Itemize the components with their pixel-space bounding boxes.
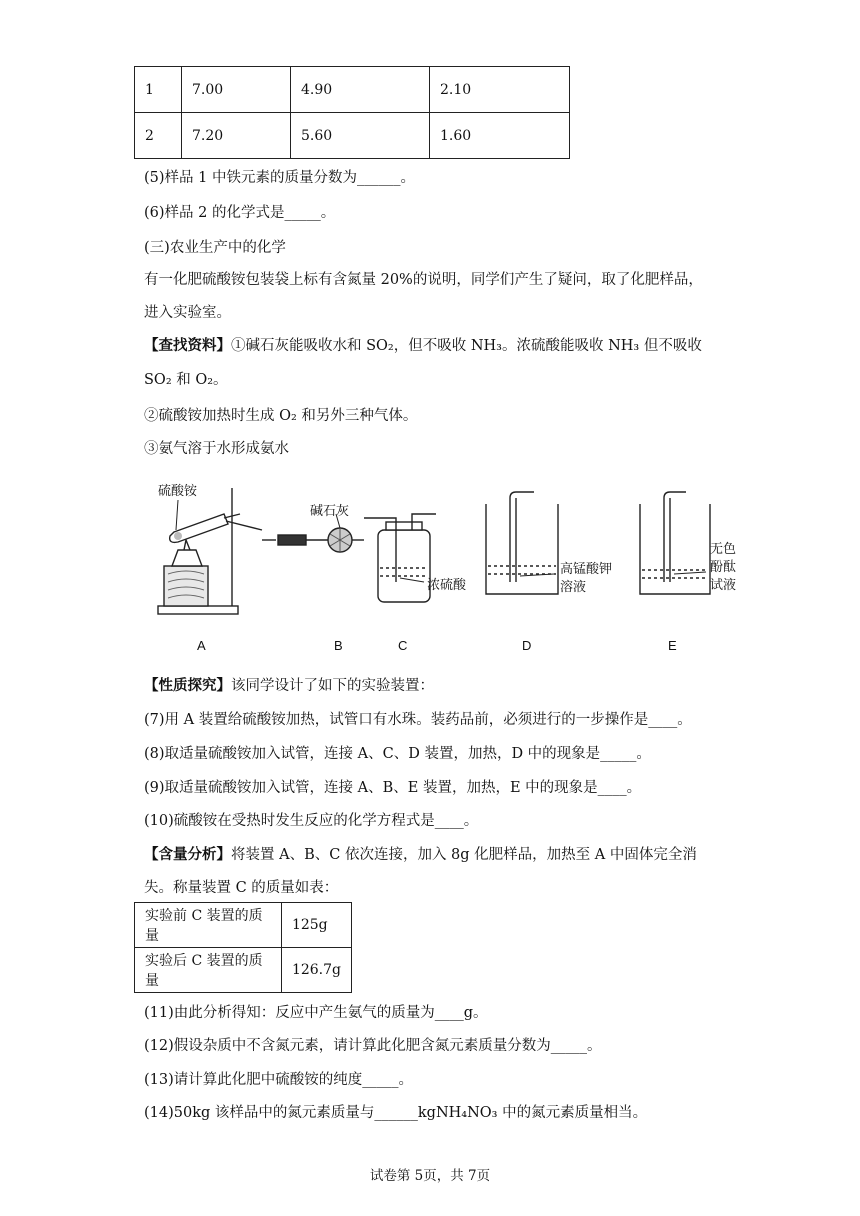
analysis-text: 将装置 A、B、C 依次连接，加入 8g 化肥样品，加热至 A 中固体完全消 <box>231 847 697 863</box>
caption-c: C <box>398 638 408 653</box>
question-9: (9)取适量硫酸铵加入试管，连接 A、B、E 装置，加热，E 中的现象是____。 <box>144 780 642 796</box>
reference-line-1 <box>144 334 702 355</box>
label-ammonium-sulfate: 硫酸铵 <box>158 484 198 499</box>
data-table-top <box>134 66 570 159</box>
reference-heading: 【查找资料】 <box>144 337 231 354</box>
question-6: (6)样品 2 的化学式是_____。 <box>144 205 336 221</box>
question-5: (5)样品 1 中铁元素的质量分数为______。 <box>144 170 415 186</box>
label-soda-lime: 碱石灰 <box>310 504 350 519</box>
label-phenolphthalein-1: 无色 <box>710 542 737 557</box>
label-conc-sulfuric-acid: 浓硫酸 <box>427 578 467 593</box>
label-phenolphthalein-3: 试液 <box>710 578 737 593</box>
reference-text-1: ①碱石灰能吸收水和 SO₂，但不吸收 NH₃。浓硫酸能吸收 NH₃ 但不吸收 <box>231 338 702 354</box>
caption-a: A <box>197 638 206 653</box>
table-cell: 1.60 <box>430 113 570 159</box>
analysis-line-2: 失。称量装置 C 的质量如表： <box>144 880 339 896</box>
table-cell: 7.20 <box>182 113 291 159</box>
mass-table <box>134 902 352 993</box>
apparatus-figure <box>150 478 750 658</box>
table-cell: 实验后 C 装置的质量 <box>135 948 282 993</box>
table-cell: 实验前 C 装置的质量 <box>135 903 282 948</box>
table-cell: 126.7g <box>281 948 351 993</box>
label-kmno4: 高锰酸钾 <box>560 562 613 577</box>
caption-e: E <box>668 638 677 653</box>
explore-heading: 【性质探究】 <box>144 677 231 694</box>
question-14: (14)50kg 该样品中的氮元素质量与______kgNH₄NO₃ 中的氮元素质量相当。 <box>144 1105 648 1121</box>
table-cell: 1 <box>135 67 182 113</box>
burner-block <box>164 566 208 606</box>
alcohol-lamp <box>172 550 202 566</box>
question-11: (11)由此分析得知：反应中产生氨气的质量为____g。 <box>144 1005 488 1021</box>
table-row <box>135 948 352 993</box>
drying-tube-body <box>278 535 306 545</box>
table-row <box>135 67 570 113</box>
reference-line-2: SO₂ 和 O₂。 <box>144 372 228 388</box>
table-cell: 125g <box>281 903 351 948</box>
table-row <box>135 113 570 159</box>
caption-b: B <box>334 638 343 653</box>
washing-bottle <box>378 530 430 602</box>
explore-text: 该同学设计了如下的实验装置： <box>231 678 434 694</box>
beaker-e <box>640 504 710 594</box>
question-13: (13)请计算此化肥中硫酸铵的纯度_____。 <box>144 1072 414 1088</box>
page-footer: 试卷第 5页，共 7页 <box>369 1168 491 1184</box>
table-cell: 2.10 <box>430 67 570 113</box>
stand-base <box>158 606 238 614</box>
explore-intro <box>144 674 434 695</box>
table-cell: 4.90 <box>291 67 430 113</box>
table-cell: 5.60 <box>291 113 430 159</box>
reference-line-3: ②硫酸铵加热时生成 O₂ 和另外三种气体。 <box>144 408 418 424</box>
reference-line-4: ③氨气溶于水形成氨水 <box>144 441 289 457</box>
table-row <box>135 903 352 948</box>
analysis-line-1 <box>144 843 697 864</box>
intro-line-1: 有一化肥硫酸铵包装袋上标有含氮量 20%的说明，同学们产生了疑问，取了化肥样品， <box>144 272 703 288</box>
question-8: (8)取适量硫酸铵加入试管，连接 A、C、D 装置，加热，D 中的现象是_____。 <box>144 746 651 762</box>
question-10: (10)硫酸铵在受热时发生反应的化学方程式是____。 <box>144 813 479 829</box>
table-cell: 2 <box>135 113 182 159</box>
label-phenolphthalein-2: 酚酞 <box>710 560 737 575</box>
analysis-heading: 【含量分析】 <box>144 846 231 863</box>
section-3-title: (三)农业生产中的化学 <box>144 240 286 256</box>
beaker-d <box>486 504 558 594</box>
flame <box>184 540 190 550</box>
apparatus-drawing <box>150 478 750 658</box>
question-12: (12)假设杂质中不含氮元素，请计算此化肥含氮元素质量分数为_____。 <box>144 1038 602 1054</box>
table-cell: 7.00 <box>182 67 291 113</box>
question-7: (7)用 A 装置给硫酸铵加热，试管口有水珠。装药品前，必须进行的一步操作是____。 <box>144 712 692 728</box>
caption-d: D <box>522 638 532 653</box>
label-kmno4-solution: 溶液 <box>560 580 587 595</box>
intro-line-2: 进入实验室。 <box>144 305 231 321</box>
